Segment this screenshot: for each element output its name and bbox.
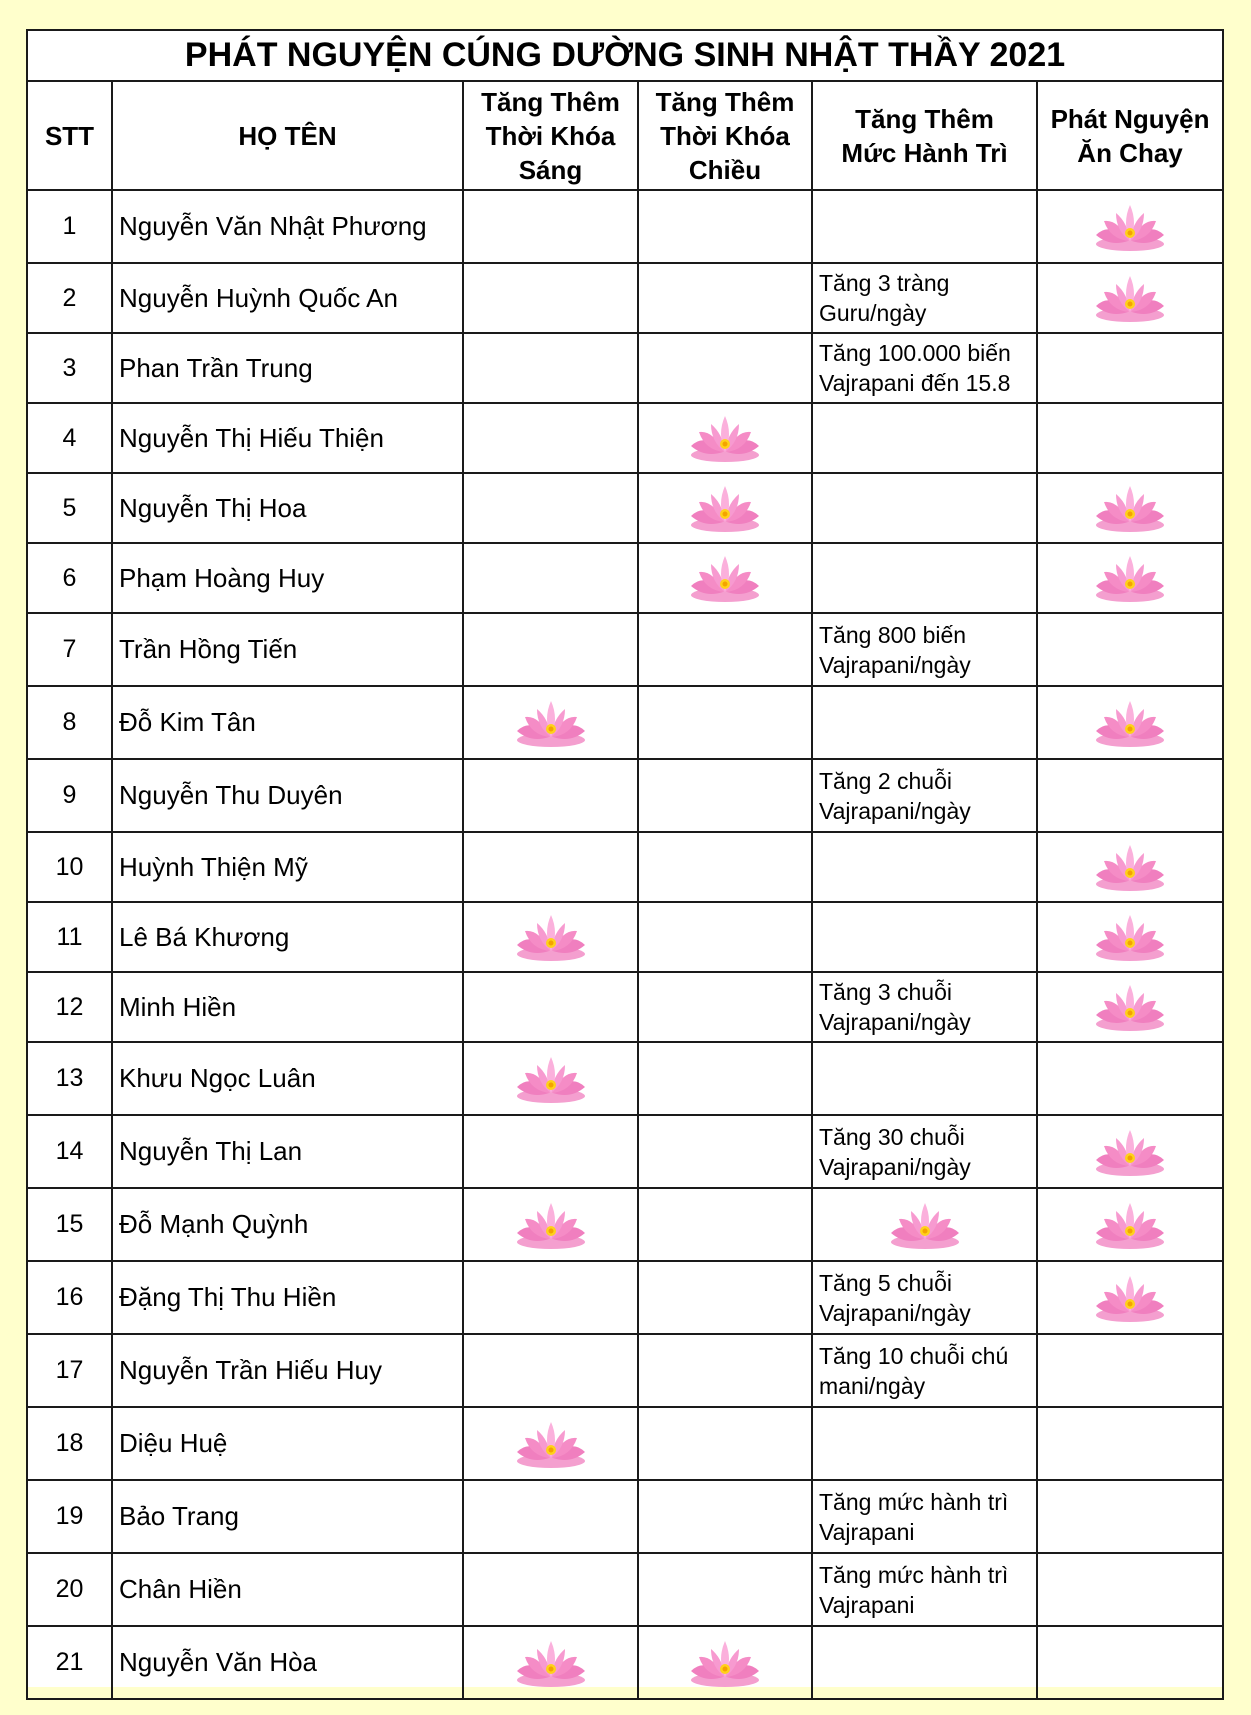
row-afternoon-cell [638,543,812,613]
row-afternoon-cell [638,902,812,972]
row-practice-cell [812,686,1037,759]
practice-note-line: Tăng 100.000 biến [819,340,1011,366]
table-row [27,1407,1223,1480]
row-practice-cell [812,1480,1037,1553]
row-afternoon-cell [638,613,812,686]
row-morning-cell [463,1188,638,1261]
practice-note-line: mani/ngày [819,1372,926,1399]
row-stt: 8 [27,686,112,759]
table-row [27,1626,1223,1699]
row-afternoon-cell [638,686,812,759]
table-row [27,1480,1223,1553]
row-stt: 13 [27,1042,112,1115]
row-name: Bảo Trang [112,1480,463,1553]
row-name: Khưu Ngọc Luân [112,1042,463,1115]
row-stt: 21 [27,1626,112,1699]
practice-note-line: Vajrapani [819,1518,915,1545]
header-practice-level [812,81,1037,190]
table-row [27,832,1223,902]
row-morning-cell [463,972,638,1042]
row-practice-cell [812,1334,1037,1407]
row-stt: 16 [27,1261,112,1334]
row-vegetarian-cell [1037,1042,1223,1115]
row-name: Minh Hiền [112,972,463,1042]
row-practice-cell [812,190,1037,263]
row-morning-cell [463,1480,638,1553]
lotus-flower-icon [1092,911,1168,963]
row-vegetarian-cell [1037,473,1223,543]
practice-note-line: Vajrapani/ngày [819,797,971,824]
lotus-flower-icon [1092,697,1168,749]
header-veg-line1: Phát Nguyện [1050,103,1210,134]
table-body [27,190,1223,1699]
row-morning-cell [463,686,638,759]
row-afternoon-cell [638,403,812,473]
header-morning-line1: Tăng Thêm [481,86,620,117]
lotus-flower-icon [1092,1126,1168,1178]
row-afternoon-cell [638,1042,812,1115]
row-afternoon-cell [638,1261,812,1334]
row-practice-cell [812,1626,1037,1699]
row-vegetarian-cell [1037,403,1223,473]
row-stt: 15 [27,1188,112,1261]
practice-note-line: Tăng 5 chuỗi [819,1269,952,1296]
header-afternoon-session [638,81,812,190]
row-name: Nguyễn Thị Lan [112,1115,463,1188]
header-morning-line2: Thời Khóa [485,120,616,151]
lotus-flower-icon [513,1199,589,1251]
row-morning-cell [463,263,638,333]
header-name: HỌ TÊN [112,81,463,190]
row-name: Diệu Huệ [112,1407,463,1480]
row-morning-cell [463,1626,638,1699]
practice-note-line: Vajrapani đến 15.8 [819,370,1011,396]
row-name: Nguyễn Trần Hiếu Huy [112,1334,463,1407]
header-morning-session [463,81,638,190]
lotus-flower-icon [513,1637,589,1689]
header-veg-line2: Ăn Chay [1077,137,1183,168]
row-morning-cell [463,832,638,902]
table-row [27,263,1223,333]
row-vegetarian-cell [1037,1553,1223,1626]
row-name: Nguyễn Văn Hòa [112,1626,463,1699]
row-practice-cell [812,333,1037,403]
row-stt: 1 [27,190,112,263]
lotus-flower-icon [687,552,763,604]
table-row [27,473,1223,543]
lotus-flower-icon [513,1418,589,1470]
lotus-flower-icon [513,1053,589,1105]
row-morning-cell [463,403,638,473]
row-practice-cell [812,613,1037,686]
row-name: Huỳnh Thiện Mỹ [112,832,463,902]
row-stt: 10 [27,832,112,902]
row-practice-cell [812,1188,1037,1261]
lotus-flower-icon [1092,201,1168,253]
practice-note-line: Tăng 30 chuỗi [819,1123,965,1150]
row-afternoon-cell [638,1407,812,1480]
row-practice-cell [812,832,1037,902]
row-practice-cell [812,1042,1037,1115]
row-practice-cell [812,403,1037,473]
row-vegetarian-cell [1037,972,1223,1042]
row-afternoon-cell [638,263,812,333]
row-stt: 5 [27,473,112,543]
row-practice-cell [812,1553,1037,1626]
row-morning-cell [463,1261,638,1334]
lotus-flower-icon [1092,981,1168,1033]
table-row [27,403,1223,473]
table-row [27,1042,1223,1115]
row-name: Nguyễn Huỳnh Quốc An [112,263,463,333]
table-row [27,613,1223,686]
practice-note-line: Tăng mức hành trì [819,1488,1009,1515]
table-row [27,972,1223,1042]
lotus-flower-icon [1092,841,1168,893]
row-afternoon-cell [638,1334,812,1407]
row-vegetarian-cell [1037,1407,1223,1480]
row-morning-cell [463,1042,638,1115]
header-practice-line2: Mức Hành Trì [841,137,1008,168]
row-vegetarian-cell [1037,613,1223,686]
row-vegetarian-cell [1037,902,1223,972]
row-afternoon-cell [638,1480,812,1553]
row-practice-cell [812,902,1037,972]
row-afternoon-cell [638,759,812,832]
row-name: Nguyễn Thị Hoa [112,473,463,543]
row-vegetarian-cell [1037,686,1223,759]
lotus-flower-icon [687,412,763,464]
row-vegetarian-cell [1037,190,1223,263]
header-afternoon-line3: Chiều [688,154,762,185]
row-stt: 2 [27,263,112,333]
row-practice-cell [812,759,1037,832]
row-stt: 9 [27,759,112,832]
row-afternoon-cell [638,1115,812,1188]
table-row [27,333,1223,403]
table-row [27,902,1223,972]
row-afternoon-cell [638,972,812,1042]
table-row [27,686,1223,759]
row-name: Lê Bá Khương [112,902,463,972]
lotus-flower-icon [687,482,763,534]
row-name: Trần Hồng Tiến [112,613,463,686]
table-row [27,1115,1223,1188]
row-afternoon-cell [638,1188,812,1261]
row-morning-cell [463,902,638,972]
row-vegetarian-cell [1037,832,1223,902]
header-morning-line3: Sáng [518,154,583,185]
table-row [27,759,1223,832]
practice-note-line: Vajrapani/ngày [819,651,971,678]
row-morning-cell [463,1334,638,1407]
row-morning-cell [463,190,638,263]
row-name: Nguyễn Thị Hiếu Thiện [112,403,463,473]
row-name: Chân Hiền [112,1553,463,1626]
table-row [27,190,1223,263]
table-title: PHÁT NGUYỆN CÚNG DƯỜNG SINH NHẬT THẦY 2021 [27,30,1223,81]
lotus-flower-icon [1092,1199,1168,1251]
row-name: Nguyễn Văn Nhật Phương [112,190,463,263]
row-afternoon-cell [638,1553,812,1626]
table-row [27,1334,1223,1407]
row-vegetarian-cell [1037,1480,1223,1553]
lotus-flower-icon [887,1199,963,1251]
lotus-flower-icon [1092,272,1168,324]
row-morning-cell [463,1407,638,1480]
header-afternoon-line1: Tăng Thêm [655,86,795,117]
row-vegetarian-cell [1037,263,1223,333]
practice-note-line: Tăng 10 chuỗi chú [819,1342,1009,1369]
row-stt: 20 [27,1553,112,1626]
row-morning-cell [463,473,638,543]
header-afternoon-line2: Thời Khóa [660,120,790,151]
row-stt: 6 [27,543,112,613]
row-afternoon-cell [638,190,812,263]
row-practice-cell [812,1407,1037,1480]
practice-note-line: Tăng 800 biến [819,621,967,648]
row-name: Nguyễn Thu Duyên [112,759,463,832]
row-practice-cell [812,263,1037,333]
row-stt: 4 [27,403,112,473]
row-name: Đỗ Mạnh Quỳnh [112,1188,463,1261]
table-row [27,543,1223,613]
row-name: Đặng Thị Thu Hiền [112,1261,463,1334]
row-morning-cell [463,759,638,832]
row-morning-cell [463,613,638,686]
row-vegetarian-cell [1037,759,1223,832]
row-vegetarian-cell [1037,1188,1223,1261]
pledge-sheet [26,29,1222,1687]
lotus-flower-icon [1092,552,1168,604]
header-vegetarian-vow [1037,81,1223,190]
row-stt: 14 [27,1115,112,1188]
header-practice-line1: Tăng Thêm [855,103,994,134]
row-practice-cell [812,543,1037,613]
lotus-flower-icon [513,911,589,963]
row-vegetarian-cell [1037,1334,1223,1407]
row-afternoon-cell [638,832,812,902]
practice-note-line: Vajrapani [819,1591,915,1618]
practice-note-line: Tăng 2 chuỗi [819,767,952,794]
row-afternoon-cell [638,333,812,403]
row-name: Phan Trần Trung [112,333,463,403]
row-vegetarian-cell [1037,1626,1223,1699]
table-row [27,1553,1223,1626]
table-row [27,1261,1223,1334]
row-stt: 18 [27,1407,112,1480]
practice-note-line: Vajrapani/ngày [819,1153,971,1180]
row-vegetarian-cell [1037,543,1223,613]
row-morning-cell [463,333,638,403]
table-row [27,1188,1223,1261]
row-afternoon-cell [638,1626,812,1699]
row-name: Đỗ Kim Tân [112,686,463,759]
practice-note-line: Tăng 3 tràng [819,270,950,296]
lotus-flower-icon [1092,1272,1168,1324]
row-practice-cell [812,473,1037,543]
row-vegetarian-cell [1037,1261,1223,1334]
practice-note-line: Vajrapani/ngày [819,1299,971,1326]
row-stt: 3 [27,333,112,403]
header-stt: STT [27,81,112,190]
row-morning-cell [463,1115,638,1188]
row-name: Phạm Hoàng Huy [112,543,463,613]
row-stt: 12 [27,972,112,1042]
pledge-table [26,29,1224,1700]
row-stt: 11 [27,902,112,972]
lotus-flower-icon [687,1637,763,1689]
practice-note-line: Tăng 3 chuỗi [819,979,952,1005]
lotus-flower-icon [1092,482,1168,534]
practice-note-line: Vajrapani/ngày [819,1009,971,1035]
row-morning-cell [463,1553,638,1626]
row-vegetarian-cell [1037,333,1223,403]
row-vegetarian-cell [1037,1115,1223,1188]
row-afternoon-cell [638,473,812,543]
row-practice-cell [812,972,1037,1042]
lotus-flower-icon [513,697,589,749]
row-stt: 17 [27,1334,112,1407]
practice-note-line: Guru/ngày [819,300,927,326]
practice-note-line: Tăng mức hành trì [819,1561,1009,1588]
row-practice-cell [812,1261,1037,1334]
row-stt: 7 [27,613,112,686]
row-practice-cell [812,1115,1037,1188]
row-morning-cell [463,543,638,613]
row-stt: 19 [27,1480,112,1553]
